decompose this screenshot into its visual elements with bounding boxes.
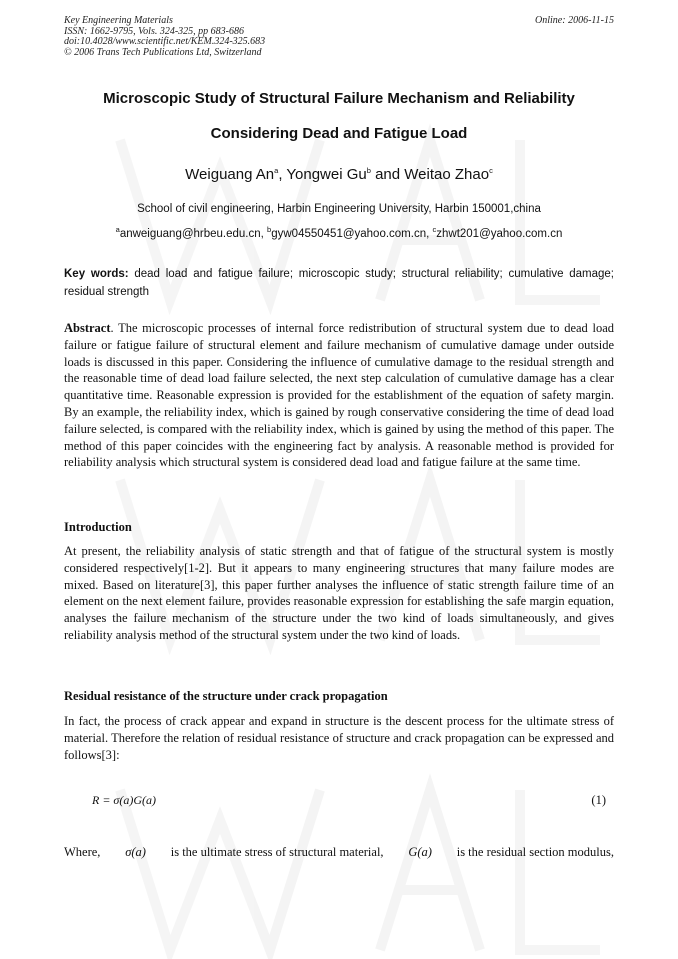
introduction-paragraph: At present, the reliability analysis of static strength and that of fatigue of the structural system is mostly considered respectively[1-2]. But it appears to many engineering structures that many failure modes are mixed. Based on literature[3], this paper further analyses the influence of static strength failure time of an element on the next element failure, provides reasonable expression for establishing the safe margin equation, analyses the failure mechanism of the structure under the two kind of loads simultaneously, and gives reliability analysis method of the structural system under the two kind of loads. xyxy=(64,544,614,642)
author-name: Weitao Zhao xyxy=(404,166,490,183)
where-text: is the residual section modulus, xyxy=(456,845,614,859)
author-name: Yongwei Gu xyxy=(286,166,367,183)
email-mark: a xyxy=(115,225,120,235)
keywords-label: Key words: xyxy=(64,268,129,280)
journal-info xyxy=(64,16,265,58)
math-symbol: G(a) xyxy=(408,845,432,859)
author-mark: a xyxy=(274,166,279,175)
email-address: zhwt201@yahoo.com.cn xyxy=(436,228,563,240)
email-address: gyw04550451@yahoo.com.cn, xyxy=(271,228,433,240)
author-list xyxy=(64,166,614,183)
email-list xyxy=(64,225,614,240)
where-text: is the ultimate stress of structural material, xyxy=(170,845,384,859)
abstract-label: Abstract xyxy=(64,321,111,335)
copyright-line: © 2006 Trans Tech Publications Ltd, Switzerland xyxy=(64,46,262,58)
paper-title-line-2: Considering Dead and Fatigue Load xyxy=(210,125,468,142)
author-mark: c xyxy=(489,166,493,175)
email-address: anweiguang@hrbeu.edu.cn, xyxy=(119,228,268,240)
keywords xyxy=(64,265,614,301)
author-separator: and xyxy=(370,166,405,183)
journal-name: Key Engineering Materials xyxy=(64,15,173,26)
doi-line: doi:10.4028/www.scientific.net/KEM.324-325.683 xyxy=(64,36,266,47)
where-line xyxy=(64,845,614,860)
math-symbol: σ(a) xyxy=(125,845,146,859)
equation-1: R = σ(a)G(a) xyxy=(92,793,156,807)
section-heading-residual-resistance: Residual resistance of the structure under crack propagation xyxy=(64,689,388,703)
paper-title-line-1: Microscopic Study of Structural Failure Mechanism and Reliability xyxy=(103,90,575,107)
author-separator: , xyxy=(278,166,287,183)
keywords-text: dead load and fatigue failure; microscopic study; structural reliability; cumulative damage; residual strength xyxy=(64,268,614,298)
equation-number: (1) xyxy=(591,793,606,807)
email-mark: c xyxy=(432,225,437,235)
affiliation: School of civil engineering, Harbin Engineering University, Harbin 150001,china xyxy=(137,203,541,215)
email-mark: b xyxy=(267,225,272,235)
online-date: Online: 2006-11-15 xyxy=(535,15,614,26)
where-text: Where, xyxy=(64,845,101,859)
issn-line: ISSN: 1662-9795, Vols. 324-325, pp 683-686 xyxy=(64,25,244,37)
section-heading-introduction: Introduction xyxy=(64,520,132,534)
author-name: Weiguang An xyxy=(185,166,275,183)
abstract xyxy=(64,320,614,471)
author-mark: b xyxy=(366,166,371,175)
abstract-text: . The microscopic processes of internal force redistribution of structural system due to dead load failure or fatigue failure of structural element and failure mechanism of cumulative damage under outside loads is discussed in this paper. Considering the influence of cumulative damage to the residual strength and the reasonable time of dead load failure selected, the next step calculation of cumulative damage has a clear quantitative time. Reasonable expression is provided for the establishment of the equation of safety margin. By an example, the reliability index, which is gained by rough conservative considering the time of dead load failure selected, is compared with the reliability index, which is gained by using the method of this paper. The method of this paper coincides with the engineering fact by analysis. A reasonable method is provided for reliability analysis which structural system is considered dead load and fatigue failure at the same time. xyxy=(64,321,614,470)
residual-paragraph: In fact, the process of crack appear and expand in structure is the descent process for the ultimate stress of material. Therefore the relation of residual resistance of structure and crack propagation can be expressed and follows[3]: xyxy=(64,714,614,762)
